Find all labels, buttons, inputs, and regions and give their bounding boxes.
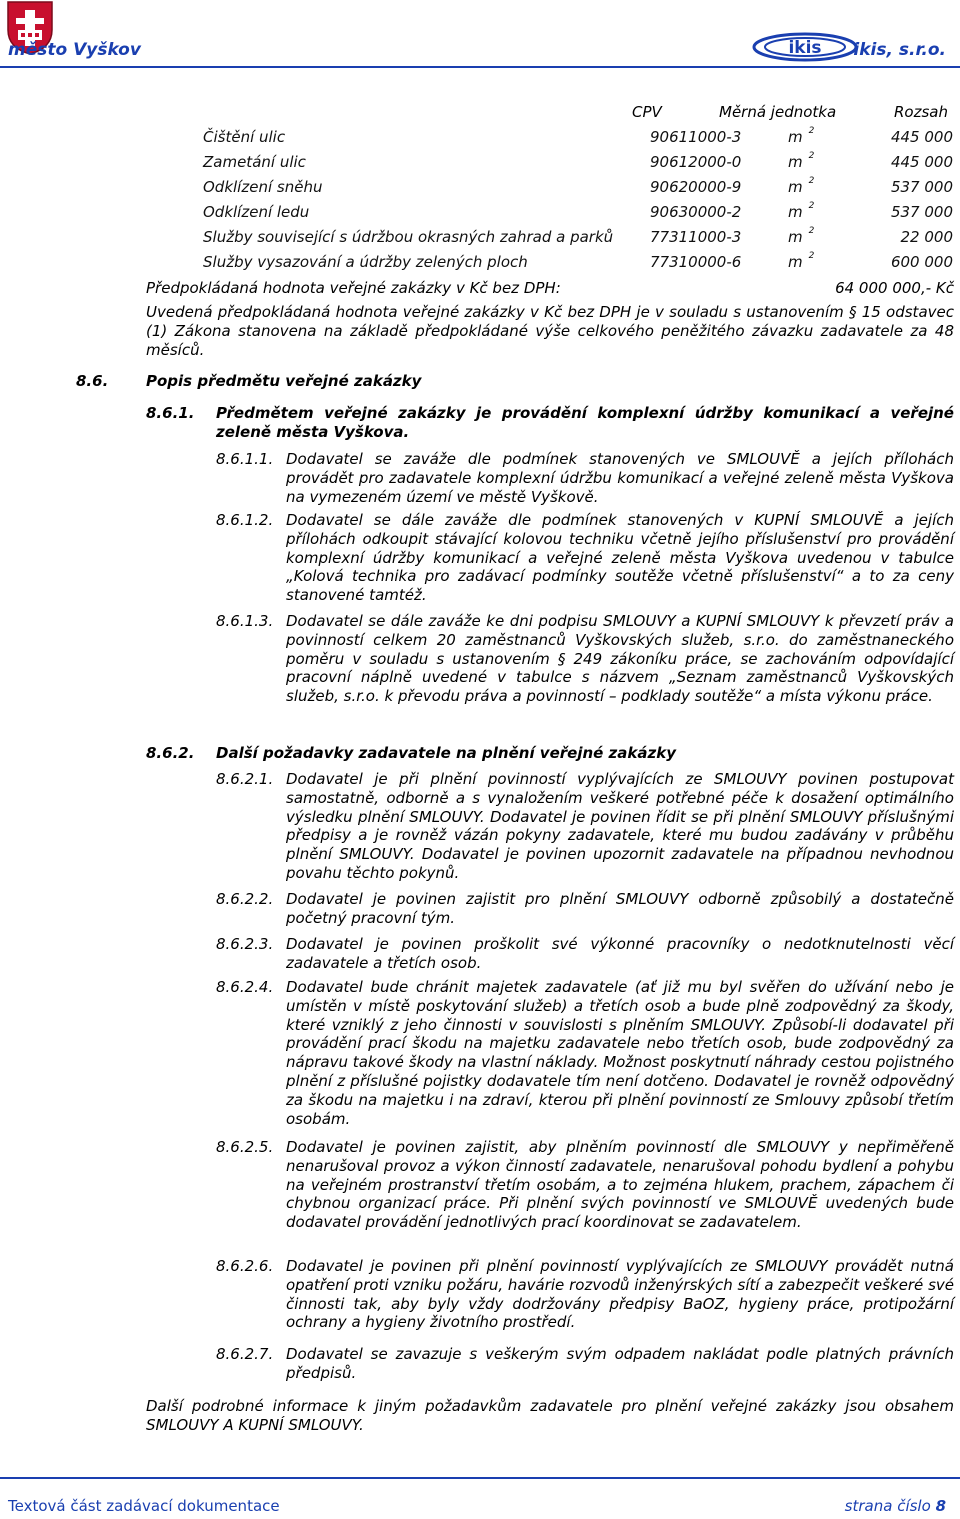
amount: 537 000 [890, 203, 953, 221]
estimated-value-note: Uvedená předpokládaná hodnota veřejné zakázky v Kč bez DPH je v souladu s ustanovením § 15 odstavec (1) Zákona stanovena na základě předpokládané výše celkového peněžitého závazku zadavatele za 48 měsíců. [146, 303, 954, 359]
unit: m $^2$ [788, 251, 815, 271]
closing-paragraph: Další podrobné informace k jiným požadavkům zadavatele pro plnění veřejné zakázky jsou obsahem SMLOUVY A KUPNÍ SMLOUVY. [146, 1397, 954, 1434]
section-title: Popis předmětu veřejné zakázky [146, 372, 422, 390]
section-number: 8.6. [76, 372, 109, 390]
footer-page-label: strana číslo [844, 1497, 931, 1515]
service-name: Čištění ulic [203, 128, 286, 146]
clause-number: 8.6.1.1. [216, 450, 274, 468]
clause-text: Dodavatel se zavazuje s veškerým svým odpadem nakládat podle platných právních předpisů. [286, 1345, 954, 1382]
amount: 445 000 [890, 153, 953, 171]
ikis-logo-text: ikis [788, 38, 822, 58]
table-header-unit: Měrná jednotka [719, 103, 837, 121]
unit: m $^2$ [788, 126, 815, 146]
cpv-code: 90611000-3 [650, 128, 742, 146]
footer-page-number: 8 [935, 1497, 946, 1515]
clause-number: 8.6.2.4. [216, 978, 274, 996]
cpv-code: 77310000-6 [650, 253, 742, 271]
subsection-title: Další požadavky zadavatele na plnění veřejné zakázky [216, 744, 676, 762]
amount: 600 000 [890, 253, 953, 271]
clause-number: 8.6.2.7. [216, 1345, 274, 1363]
clause-text: Dodavatel je povinen zajistit, aby plněním povinností dle SMLOUVY y nepřiměřeně nenarušoval provoz a výkon činností zadavatele, nenarušoval pohodu bydlení a pohybu na veřejném prostranství třetím osobám, a to zejména hlukem, prachem, zápachem či chybnou organizací práce. Při plnění svých povinností ve SMLOUVĚ uvedených bude dodavatel provádění jednotlivých prací koordinovat se zadavatelem. [286, 1138, 954, 1232]
footer-divider [0, 1477, 960, 1479]
clause-number: 8.6.1.2. [216, 511, 274, 529]
clause-text: Dodavatel se dále zaváže dle podmínek stanovených v KUPNÍ SMLOUVĚ a jejích přílohách odkoupit stávající kolovou techniku včetně jejího příslušenství pro provádění komplexní údržby komunikací a veřejné zeleně města Vyškova uvedenou v tabulce „Kolová technika pro zadávací podmínky soutěže včetně příslušenství“ a to za ceny stanovené tamtéž. [286, 511, 954, 605]
subsection-number: 8.6.1. [146, 404, 195, 422]
clause-text: Dodavatel je povinen zajistit pro plnění SMLOUVY odborně způsobilý a dostatečně početný pracovní tým. [286, 890, 954, 927]
clause-text: Dodavatel bude chránit majetek zadavatele (ať již mu byl svěřen do užívání nebo je umístěn v místě poskytování služeb) a třetích osob a bude plně zodpovědný za škody, které vzniklý z jeho činnosti v souvislosti s plněním SMLOUVY. Způsobí-li dodavatel při provádění prací škodu na majetku zadavatele nebo třetích osob, bude zodpovědný za nápravu takové škody na vlastní náklady. Možnost poskytnutí náhrady cestou pojistného plnění z příslušné pojistky dodavatele tím není dotčeno. Dodavatel je rovněž odpovědný za škodu na majetku i na zdraví, kterou při plnění povinností ze Smlouvy způsobí třetím osobám. [286, 978, 954, 1128]
clause-number: 8.6.2.1. [216, 770, 274, 788]
service-name: Odklízení ledu [203, 203, 310, 221]
cpv-code: 90612000-0 [650, 153, 742, 171]
subsection-title: Předmětem veřejné zakázky je provádění komplexní údržby komunikací a veřejné zeleně města Vyškova. [216, 404, 954, 441]
table-header-cpv: CPV [632, 103, 662, 121]
clause-number: 8.6.2.3. [216, 935, 274, 953]
ikis-logo-icon [752, 30, 858, 64]
cpv-code: 90620000-9 [650, 178, 742, 196]
header-company-name: ikis, s.r.o. [853, 40, 946, 60]
estimated-value: 64 000 000,- Kč [835, 279, 954, 297]
unit: m $^2$ [788, 226, 815, 246]
service-name: Služby související s údržbou okrasných zahrad a parků [203, 228, 614, 246]
footer-page-info [845, 1497, 946, 1515]
amount: 537 000 [890, 178, 953, 196]
table-row [203, 178, 955, 200]
estimated-value-label: Předpokládaná hodnota veřejné zakázky v Kč bez DPH: [146, 279, 561, 297]
clause-text: Dodavatel je povinen proškolit své výkonné pracovníky o nedotknutelnosti věcí zadavatele a třetích osob. [286, 935, 954, 972]
clause-number: 8.6.2.5. [216, 1138, 274, 1156]
table-row [203, 228, 955, 250]
clause-text: Dodavatel se zaváže dle podmínek stanovených ve SMLOUVĚ a jejích přílohách provádět pro zadavatele komplexní údržbu komunikací a veřejné zeleně města Vyškova na vymezeném území ve městě Vyškově. [286, 450, 954, 506]
unit: m $^2$ [788, 151, 815, 171]
table-row [203, 253, 955, 275]
table-header-amount: Rozsah [894, 103, 948, 121]
cpv-code: 90630000-2 [650, 203, 742, 221]
service-name: Služby vysazování a údržby zelených ploch [203, 253, 528, 271]
table-row [203, 153, 955, 175]
amount: 445 000 [890, 128, 953, 146]
amount: 22 000 [900, 228, 953, 246]
cpv-code: 77311000-3 [650, 228, 742, 246]
unit: m $^2$ [788, 176, 815, 196]
service-name: Zametání ulic [203, 153, 306, 171]
clause-number: 8.6.2.2. [216, 890, 274, 908]
header-divider [0, 66, 960, 68]
header-city-name: město Vyškov [8, 40, 141, 60]
clause-text: Dodavatel je při plnění povinností vyplývajících ze SMLOUVY povinen postupovat samostatně, odborně a s vynaložením veškeré potřebné péče k dosažení optimálního výsledku plnění SMLOUVY. Dodavatel je povinen řídit se při plnění SMLOUVY příslušnými předpisy a je rovněž vázán pokyny zadavatele, které mu budou zadávány v průběhu plnění SMLOUVY. Dodavatel je povinen upozornit zadavatele na případnou nevhodnou povahu těchto pokynů. [286, 770, 954, 882]
unit: m $^2$ [788, 201, 815, 221]
clause-text: Dodavatel je povinen při plnění povinností vyplývajících ze SMLOUVY provádět nutná opatření proti vzniku požáru, havárie rozvodů inženýrských sítí a zabezpečit veškeré své činnosti tak, aby byly vždy dodržovány předpisy BaOZ, hygieny práce, protipožární ochrany a hygieny životního prostředí. [286, 1257, 954, 1332]
footer-document-title: Textová část zadávací dokumentace [8, 1497, 280, 1515]
table-row [203, 128, 955, 150]
clause-number: 8.6.2.6. [216, 1257, 274, 1275]
table-row [203, 203, 955, 225]
clause-text: Dodavatel se dále zaváže ke dni podpisu SMLOUVY a KUPNÍ SMLOUVY k převzetí práv a povinností celkem 20 zaměstnanců Vyškovských služeb, s.r.o. do zaměstnaneckého poměru v souladu s ustanovením § 249 zákoníku práce, se zachováním odpovídající pracovní náplně uvedené v tabulce s názvem „Seznam zaměstnanců Vyškovských služeb, s.r.o. k převodu práva a povinností – podklady soutěže“ a místa výkonu práce. [286, 612, 954, 706]
service-name: Odklízení sněhu [203, 178, 323, 196]
clause-number: 8.6.1.3. [216, 612, 274, 630]
subsection-number: 8.6.2. [146, 744, 195, 762]
